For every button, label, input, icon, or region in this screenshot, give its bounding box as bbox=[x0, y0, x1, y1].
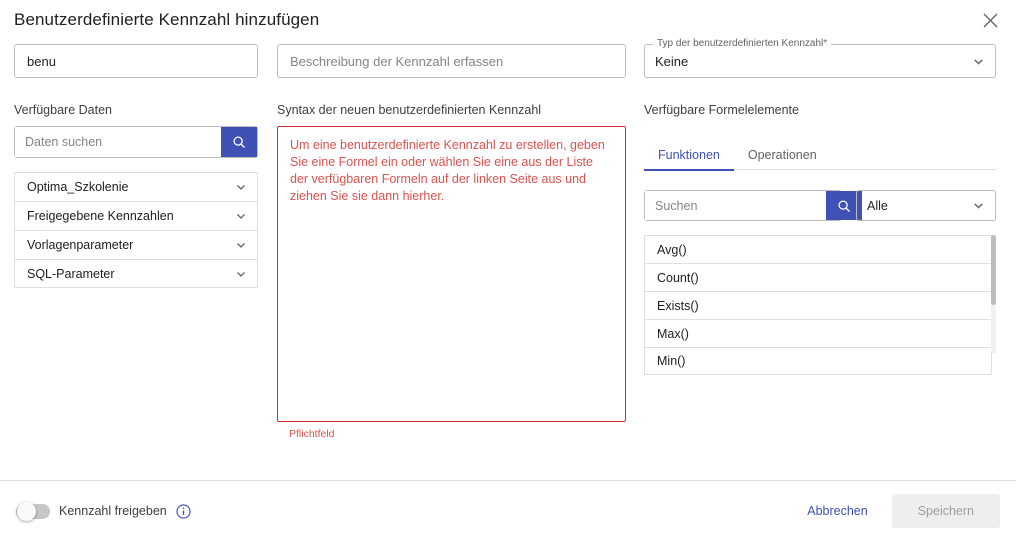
dialog-footer bbox=[0, 480, 1016, 541]
list-item[interactable] bbox=[14, 230, 258, 259]
list-item[interactable] bbox=[14, 201, 258, 230]
formula-elements-tabs bbox=[644, 139, 996, 170]
list-item-label: Vorlagenparameter bbox=[27, 238, 134, 252]
left-column bbox=[14, 44, 258, 480]
share-metric-toggle-group bbox=[16, 504, 191, 519]
list-item-label: Min() bbox=[657, 354, 686, 368]
available-formula-elements-label: Verfügbare Formelelemente bbox=[644, 103, 799, 117]
function-list-container bbox=[644, 235, 996, 368]
chevron-down-icon bbox=[235, 210, 247, 222]
info-icon[interactable] bbox=[176, 504, 191, 519]
formula-textarea[interactable] bbox=[277, 126, 626, 422]
list-item[interactable] bbox=[644, 319, 992, 347]
function-search-row[interactable] bbox=[644, 190, 842, 221]
list-item-label: Avg() bbox=[657, 242, 687, 257]
data-search-input[interactable] bbox=[15, 127, 221, 157]
close-icon[interactable] bbox=[976, 6, 1004, 34]
search-icon[interactable] bbox=[221, 127, 257, 157]
share-metric-toggle[interactable] bbox=[16, 504, 50, 519]
formula-filter-row bbox=[644, 190, 996, 221]
list-item[interactable] bbox=[644, 291, 992, 319]
metric-type-value: Keine bbox=[655, 53, 689, 69]
formula-required-hint: Pflichtfeld bbox=[289, 428, 335, 440]
list-item[interactable] bbox=[644, 347, 992, 375]
list-item[interactable] bbox=[14, 172, 258, 201]
toggle-knob bbox=[17, 502, 36, 521]
metric-description-input[interactable] bbox=[288, 53, 615, 70]
data-search-row[interactable] bbox=[14, 126, 258, 158]
metric-type-select[interactable] bbox=[644, 38, 996, 78]
list-item-label: SQL-Parameter bbox=[27, 266, 115, 281]
available-data-label: Verfügbare Daten bbox=[14, 103, 112, 117]
list-item-label: Count() bbox=[657, 270, 699, 285]
list-item-label: Freigegebene Kennzahlen bbox=[27, 209, 174, 223]
function-list bbox=[644, 235, 996, 375]
function-filter-value: Alle bbox=[867, 198, 888, 213]
chevron-down-icon bbox=[235, 239, 247, 251]
scrollbar-thumb[interactable] bbox=[991, 235, 996, 305]
list-item-label: Max() bbox=[657, 326, 689, 341]
list-item[interactable] bbox=[14, 259, 258, 288]
chevron-down-icon[interactable] bbox=[972, 199, 985, 212]
list-item[interactable] bbox=[644, 235, 992, 263]
dialog-body bbox=[0, 40, 1016, 480]
cancel-button[interactable]: Abbrechen bbox=[795, 495, 879, 527]
chevron-down-icon[interactable] bbox=[972, 55, 985, 68]
tab-funktionen[interactable] bbox=[644, 139, 734, 170]
tab-funktionen-label: Funktionen bbox=[658, 147, 720, 162]
chevron-down-icon bbox=[235, 181, 247, 193]
metric-description-field[interactable] bbox=[277, 44, 626, 78]
save-button[interactable]: Speichern bbox=[892, 494, 1000, 528]
footer-actions bbox=[795, 494, 1000, 528]
chevron-down-icon bbox=[235, 268, 247, 280]
list-item[interactable] bbox=[644, 263, 992, 291]
function-list-scrollbar[interactable] bbox=[991, 235, 996, 353]
available-data-accordion bbox=[14, 172, 258, 288]
metric-name-field[interactable] bbox=[14, 44, 258, 78]
list-item-label: Exists() bbox=[657, 298, 699, 313]
share-metric-label: Kennzahl freigeben bbox=[59, 504, 167, 518]
tab-operationen[interactable] bbox=[734, 139, 831, 170]
dialog-header bbox=[0, 0, 1016, 40]
formula-placeholder-text: Um eine benutzerdefinierte Kennzahl zu erstellen, geben Sie eine Formel ein oder wählen Sie eine aus der Liste der verfügbaren Formeln auf der linken Seite aus und ziehen Sie sie dann hierher. bbox=[290, 138, 605, 203]
list-item-label: Optima_Szkolenie bbox=[27, 180, 129, 194]
function-filter-select[interactable] bbox=[856, 190, 996, 221]
page-title: Benutzerdefinierte Kennzahl hinzufügen bbox=[14, 10, 320, 29]
right-column bbox=[644, 38, 996, 480]
metric-name-input[interactable] bbox=[25, 53, 247, 70]
formula-syntax-label: Syntax der neuen benutzerdefinierten Kennzahl bbox=[277, 103, 542, 117]
tab-operationen-label: Operationen bbox=[747, 147, 817, 162]
middle-column bbox=[277, 44, 626, 480]
metric-type-legend: Typ der benutzerdefinierten Kennzahl* bbox=[653, 38, 831, 49]
function-search-input[interactable] bbox=[645, 191, 826, 220]
